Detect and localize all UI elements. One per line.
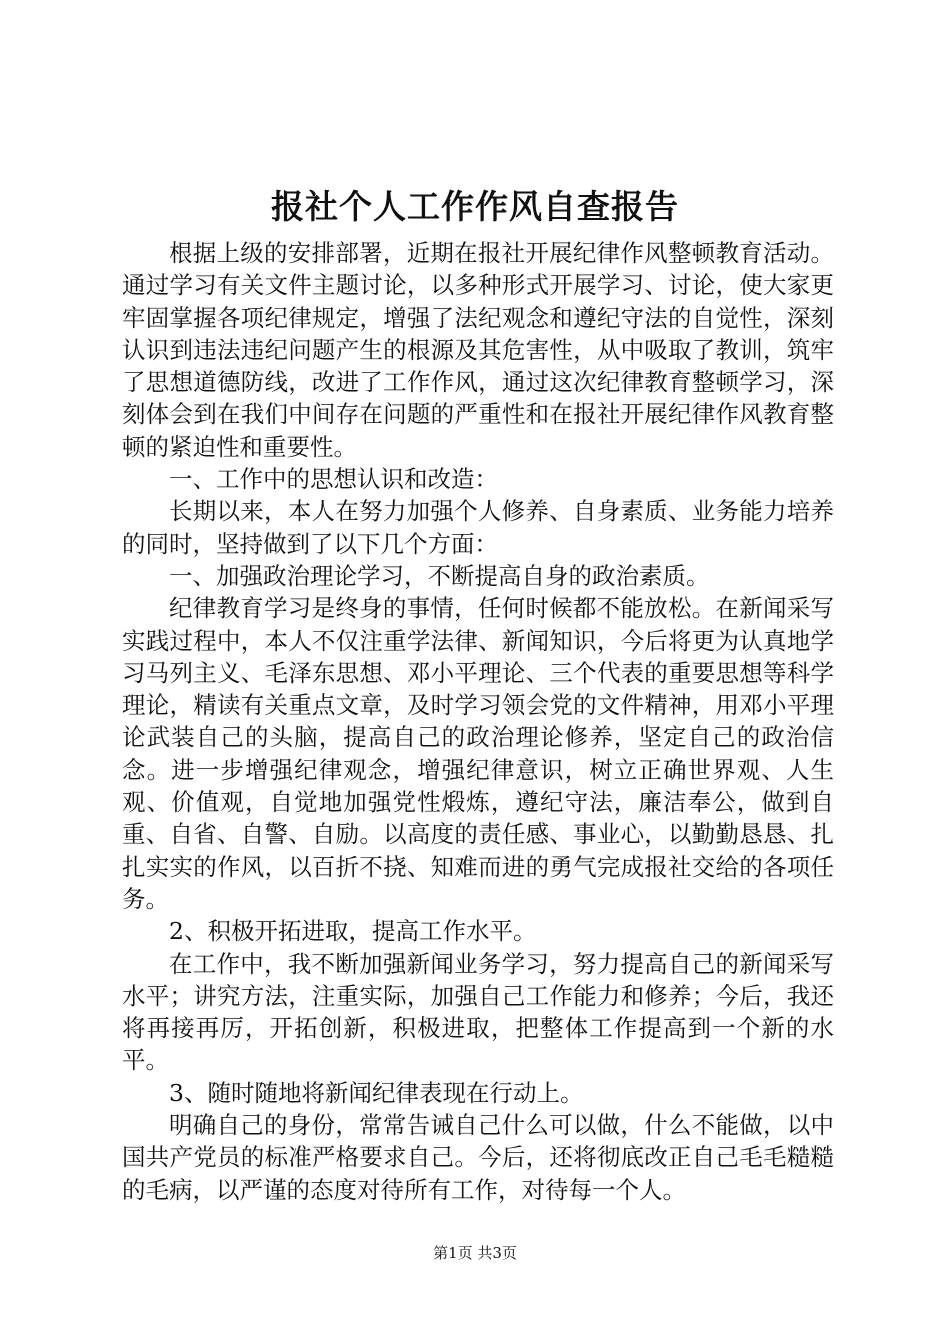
paragraph-news-discipline: 明确自己的身份，常常告诫自己什么可以做，什么不能做，以中国共产党员的标准严格要求自己。今后，还将彻底改正自己毛毛糙糙的毛病，以严谨的态度对待所有工作，对待每一个人。 <box>122 1111 834 1204</box>
paragraph-political-study: 纪律教育学习是终身的事情，任何时候都不能放松。在新闻采写实践过程中，本人不仅注重学法律、新闻知识，今后将更为认真地学习马列主义、毛泽东思想、邓小平理论、三个代表的重要思想等科学理论，精读有关重点文章，及时学习领会党的文件精神，用邓小平理论武装自己的头脑，提高自己的政治理论修养，坚定自己的政治信念。进一步增强纪律观念，增强纪律意识，树立正确世界观、人生观、价值观，自觉地加强党性煅炼，遵纪守法，廉洁奉公，做到自重、自省、自警、自励。以高度的责任感、事业心，以勤勤恳恳、扎扎实实的作风，以百折不挠、知难而进的勇气完成报社交给的各项任务。 <box>122 594 834 913</box>
paragraph-intro: 根据上级的安排部署，近期在报社开展纪律作风整顿教育活动。通过学习有关文件主题讨论，以多种形式开展学习、讨论，使大家更牢固掌握各项纪律规定，增强了法纪观念和遵纪守法的自觉性，深刻认识到违法违纪问题产生的根源及其危害性，从中吸取了教训，筑牢了思想道德防线，改进了工作作风，通过这次纪律教育整顿学习，深刻体会到在我们中间存在问题的严重性和在报社开展纪律作风教育整顿的紧迫性和重要性。 <box>122 239 834 461</box>
subheading-news-discipline: 3、随时随地将新闻纪律表现在行动上。 <box>169 1078 584 1107</box>
document-title: 报社个人工作作风自查报告 <box>271 187 679 226</box>
paragraph-overview: 长期以来，本人在努力加强个人修养、自身素质、业务能力培养的同时，坚持做到了以下几个方面： <box>122 497 834 558</box>
section-heading-1: 一、工作中的思想认识和改造： <box>169 465 498 494</box>
subheading-political-study: 一、加强政治理论学习，不断提高自身的政治素质。 <box>169 561 710 590</box>
document-body <box>122 237 834 1206</box>
paragraph-work-level: 在工作中，我不断加强新闻业务学习，努力提高自己的新闻采写水平；讲究方法，注重实际，加强自己工作能力和修养；今后，我还将再接再厉，开拓创新，积极进取，把整体工作提高到一个新的水平。 <box>122 949 834 1075</box>
page-number-footer: 第1页 共3页 <box>433 1244 517 1262</box>
subheading-work-level: 2、积极开拓进取，提高工作水平。 <box>169 917 537 946</box>
